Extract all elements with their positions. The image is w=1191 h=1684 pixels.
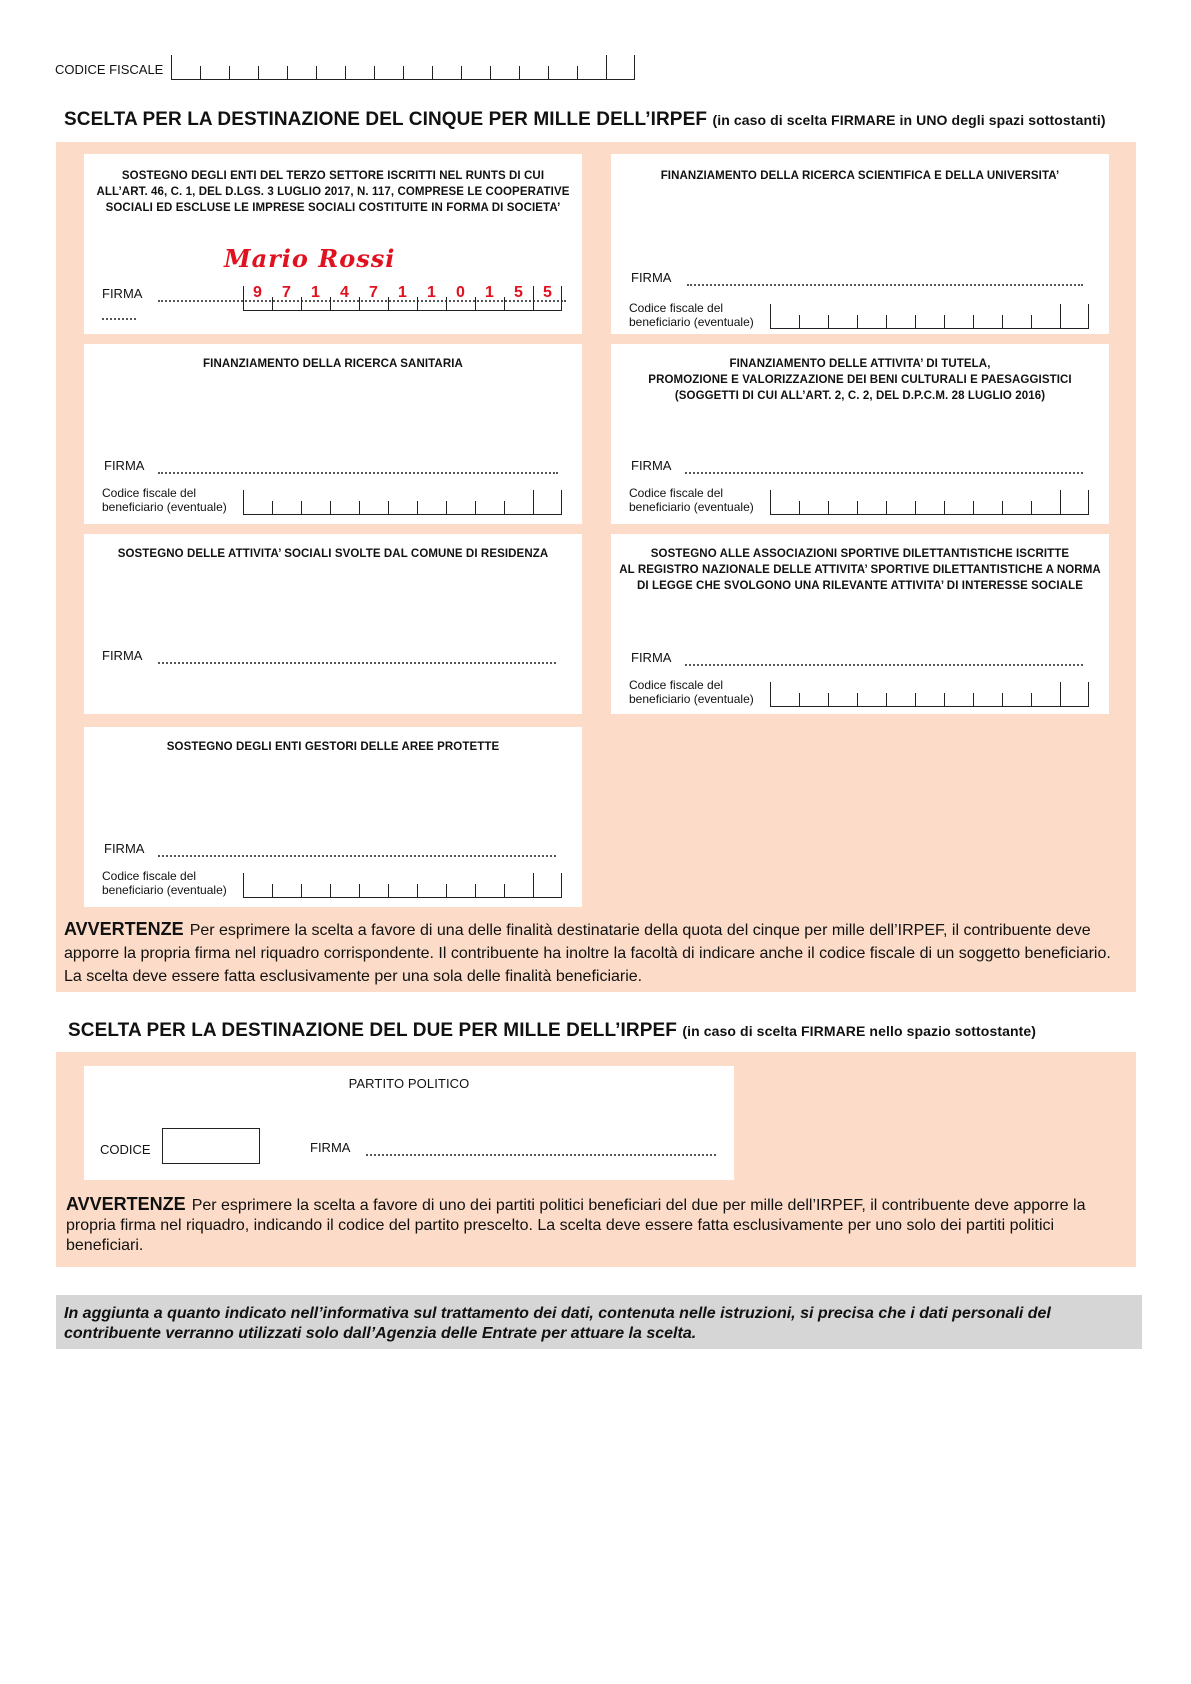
beneficiary-cf-label [629, 678, 754, 706]
beneficiary-cf-label [102, 869, 227, 897]
beneficiary-cf-label [629, 486, 754, 514]
section-title-due-main: SCELTA PER LA DESTINAZIONE DEL DUE PER MILLE DELL’IRPEF [68, 1020, 677, 1041]
comb-cell [577, 66, 606, 79]
firma-signature-line-continued [102, 318, 136, 320]
firma-signature-line[interactable] [685, 472, 1083, 474]
comb-cell [446, 501, 475, 514]
comb-cell [504, 501, 533, 514]
comb-cell [770, 682, 799, 706]
title-line: (SOGGETTI DI CUI ALL’ART. 2, C. 2, DEL D.P.C.M. 28 LUGLIO 2016) [674, 390, 1046, 402]
beneficiary-cf-label [629, 301, 754, 329]
comb-cell [857, 501, 886, 514]
comb-cell [799, 693, 828, 706]
comb-cell [770, 304, 799, 328]
comb-cell [417, 501, 446, 514]
comb-cell [828, 693, 857, 706]
section-title-cinque [64, 109, 1106, 131]
comb-cell [1002, 501, 1031, 514]
comb-cell [857, 315, 886, 328]
firma-label: FIRMA [102, 648, 143, 663]
comb-cell [272, 501, 301, 514]
title-line: AL REGISTRO NAZIONALE DELLE ATTIVITA’ SPORTIVE DILETTANTISTICHE A NORMA [619, 564, 1101, 576]
section-title-due [68, 1020, 1036, 1042]
title-line: SOSTEGNO DELLE ATTIVITA’ SOCIALI SVOLTE DAL COMUNE DI RESIDENZA [117, 548, 549, 560]
comb-cell [1031, 693, 1060, 706]
comb-cell [944, 315, 973, 328]
comb-cell [533, 490, 562, 514]
title-line: SOSTEGNO ALLE ASSOCIAZIONI SPORTIVE DILETTANTISTICHE ISCRITTE [650, 548, 1070, 560]
cf-label-line: Codice fiscale del [629, 486, 724, 500]
comb-cell [519, 66, 548, 79]
beneficiary-cf-input[interactable] [770, 304, 1089, 329]
beneficiary-cf-digit: 5 [514, 284, 523, 301]
title-line: SOSTEGNO DEGLI ENTI DEL TERZO SETTORE ISCRITTI NEL RUNTS DI CUI [121, 170, 545, 182]
beneficiary-cf-input[interactable] [243, 490, 562, 515]
comb-cell [828, 501, 857, 514]
comb-cell [359, 884, 388, 897]
beneficiary-cf-input[interactable] [770, 682, 1089, 707]
comb-cell [417, 884, 446, 897]
comb-cell [1060, 682, 1089, 706]
avvertenze-label: AVVERTENZE [64, 919, 184, 939]
comb-cell [171, 55, 200, 79]
comb-cell [243, 873, 272, 897]
box-beni-culturali-title [611, 356, 1109, 404]
comb-cell [330, 501, 359, 514]
cf-label-line: beneficiario (eventuale) [102, 500, 227, 514]
avvertenze-text: Per esprimere la scelta a favore di uno dei partiti politici beneficiari del due per mille dell’IRPEF, il contribuente deve apporre la propria firma nel riquadro, indicando il codice del partito prescelto. La scelta deve essere fatta esclusivamente per uno solo dei partiti politici beneficiari. [66, 1197, 1086, 1254]
firma-signature-line[interactable] [685, 664, 1083, 666]
comb-cell [915, 693, 944, 706]
firma-label: FIRMA [102, 286, 143, 301]
box-comune-title [84, 546, 582, 562]
codice-partito-input[interactable] [162, 1128, 260, 1164]
cf-label-line: Codice fiscale del [629, 678, 724, 692]
box-terzo-settore-title [84, 168, 582, 216]
box-comune [84, 534, 582, 714]
box-beni-culturali [611, 344, 1109, 524]
comb-cell [533, 873, 562, 897]
title-line: FINANZIAMENTO DELLA RICERCA SCIENTIFICA E DELLA UNIVERSITA’ [660, 170, 1060, 182]
codice-fiscale-label: CODICE FISCALE [55, 62, 164, 77]
comb-cell [944, 501, 973, 514]
section-title-cinque-main: SCELTA PER LA DESTINAZIONE DEL CINQUE PER MILLE DELL’IRPEF [64, 109, 708, 130]
comb-cell [272, 884, 301, 897]
comb-cell [388, 884, 417, 897]
comb-cell [316, 66, 345, 79]
cf-label-line: Codice fiscale del [102, 869, 197, 883]
avvertenze-text: Per esprimere la scelta a favore di una delle finalità destinatarie della quota del cinque per mille dell’IRPEF, il contribuente deve apporre la propria firma nel riquadro corrispondente. Il contribuente ha inoltre la facoltà di indicare anche il codice fiscale di un soggetto beneficiario. La scelta deve essere fatta esclusivamente per una sola delle finalità beneficiarie. [64, 922, 1111, 985]
firma-label: FIRMA [631, 270, 672, 285]
firma-signature-line[interactable] [158, 855, 556, 857]
cf-label-line: beneficiario (eventuale) [629, 315, 754, 329]
beneficiary-cf-digit: 4 [340, 284, 349, 301]
title-line: FINANZIAMENTO DELLA RICERCA SANITARIA [203, 358, 463, 370]
comb-cell [330, 884, 359, 897]
cf-label-line: beneficiario (eventuale) [629, 500, 754, 514]
cf-label-line: beneficiario (eventuale) [102, 883, 227, 897]
comb-cell [1060, 490, 1089, 514]
box-ricerca-sanitaria-title [84, 356, 582, 372]
comb-cell [461, 66, 490, 79]
firma-signature-line[interactable] [158, 662, 556, 664]
title-line: PROMOZIONE E VALORIZZAZIONE DEI BENI CULTURALI E PAESAGGISTICI [648, 374, 1072, 386]
title-line: FINANZIAMENTO DELLE ATTIVITA’ DI TUTELA, [729, 358, 991, 370]
comb-cell [475, 501, 504, 514]
cinque-per-mille-panel [56, 142, 1136, 992]
box-ricerca-sanitaria [84, 344, 582, 524]
comb-cell [490, 66, 519, 79]
beneficiary-cf-label [102, 486, 227, 514]
box-partito-politico [84, 1066, 734, 1180]
avvertenze-cinque [64, 918, 1130, 988]
comb-cell [548, 66, 577, 79]
comb-cell [258, 66, 287, 79]
title-line: SOSTEGNO DEGLI ENTI GESTORI DELLE AREE PROTETTE [166, 741, 500, 753]
beneficiary-cf-digit: 0 [456, 284, 465, 301]
beneficiary-cf-digits [243, 284, 562, 302]
section-subtitle-due: (in caso di scelta FIRMARE nello spazio sottostante) [682, 1023, 1037, 1039]
comb-cell [799, 315, 828, 328]
comb-cell [359, 501, 388, 514]
comb-cell [606, 55, 635, 79]
comb-cell [1031, 501, 1060, 514]
comb-cell [374, 66, 403, 79]
comb-cell [886, 693, 915, 706]
beneficiary-cf-digit: 5 [543, 284, 552, 301]
comb-cell [243, 490, 272, 514]
box-associazioni-sportive [611, 534, 1109, 714]
firma-label: FIRMA [631, 650, 672, 665]
comb-cell [857, 693, 886, 706]
comb-cell [799, 501, 828, 514]
privacy-note: In aggiunta a quanto indicato nell’informativa sul trattamento dei dati, contenuta nelle istruzioni, si precisa che i dati personali del contribuente verranno utilizzati solo dall’Agenzia delle Entrate per attuare la scelta. [56, 1295, 1142, 1349]
beneficiary-cf-input[interactable] [243, 873, 562, 898]
firma-label: FIRMA [310, 1140, 351, 1155]
firma-label: FIRMA [631, 458, 672, 473]
comb-cell [301, 884, 330, 897]
avvertenze-label: AVVERTENZE [66, 1194, 186, 1214]
title-line: ALL’ART. 46, C. 1, DEL D.LGS. 3 LUGLIO 2017, N. 117, COMPRESE LE COOPERATIVE [96, 186, 570, 198]
cf-label-line: beneficiario (eventuale) [629, 692, 754, 706]
cf-label-line: Codice fiscale del [629, 301, 724, 315]
beneficiary-cf-digit: 9 [253, 284, 262, 301]
codice-label: CODICE [100, 1142, 151, 1157]
box-aree-protette-title [84, 739, 582, 755]
comb-cell [200, 66, 229, 79]
beneficiary-cf-digit: 1 [427, 284, 436, 301]
box-ricerca-universita-title [611, 168, 1109, 184]
comb-cell [388, 501, 417, 514]
firma-signature-line[interactable] [687, 284, 1083, 286]
box-terzo-settore [84, 154, 582, 334]
comb-cell [770, 490, 799, 514]
comb-cell [432, 66, 461, 79]
section-subtitle-cinque: (in caso di scelta FIRMARE in UNO degli spazi sottostanti) [712, 112, 1106, 128]
beneficiary-cf-digit: 1 [311, 284, 320, 301]
due-per-mille-panel [56, 1052, 1136, 1267]
comb-cell [944, 693, 973, 706]
firma-label: FIRMA [104, 841, 145, 856]
comb-cell [287, 66, 316, 79]
beneficiary-cf-input[interactable] [770, 490, 1089, 515]
comb-cell [403, 66, 432, 79]
box-partito-politico-title: PARTITO POLITICO [348, 1076, 470, 1091]
cf-label-line: Codice fiscale del [102, 486, 197, 500]
comb-cell [1060, 304, 1089, 328]
comb-cell [301, 501, 330, 514]
comb-cell [504, 884, 533, 897]
comb-cell [973, 501, 1002, 514]
comb-cell [229, 66, 258, 79]
comb-cell [915, 501, 944, 514]
firma-signature-line[interactable] [366, 1154, 716, 1156]
avvertenze-due [66, 1194, 1132, 1256]
beneficiary-cf-digit: 1 [485, 284, 494, 301]
comb-cell [886, 501, 915, 514]
comb-cell [475, 884, 504, 897]
comb-cell [886, 315, 915, 328]
comb-cell [973, 315, 1002, 328]
title-line: DI LEGGE CHE SVOLGONO UNA RILEVANTE ATTIVITA’ DI INTERESSE SOCIALE [637, 580, 1083, 592]
box-ricerca-universita [611, 154, 1109, 334]
comb-cell [828, 315, 857, 328]
codice-fiscale-input[interactable] [171, 55, 635, 80]
beneficiary-cf-digit: 7 [369, 284, 378, 301]
beneficiary-cf-digit: 1 [398, 284, 407, 301]
signature-mario-rossi: Mario Rossi [224, 244, 396, 273]
comb-cell [446, 884, 475, 897]
comb-cell [915, 315, 944, 328]
box-associazioni-sportive-title [611, 546, 1109, 594]
comb-cell [1031, 315, 1060, 328]
comb-cell [345, 66, 374, 79]
box-aree-protette [84, 727, 582, 907]
firma-signature-line[interactable] [158, 472, 558, 474]
beneficiary-cf-digit: 7 [282, 284, 291, 301]
comb-cell [973, 693, 1002, 706]
title-line: SOCIALI ED ESCLUSE LE IMPRESE SOCIALI COSTITUITE IN FORMA DI SOCIETA’ [105, 202, 561, 214]
firma-label: FIRMA [104, 458, 145, 473]
comb-cell [1002, 315, 1031, 328]
comb-cell [1002, 693, 1031, 706]
